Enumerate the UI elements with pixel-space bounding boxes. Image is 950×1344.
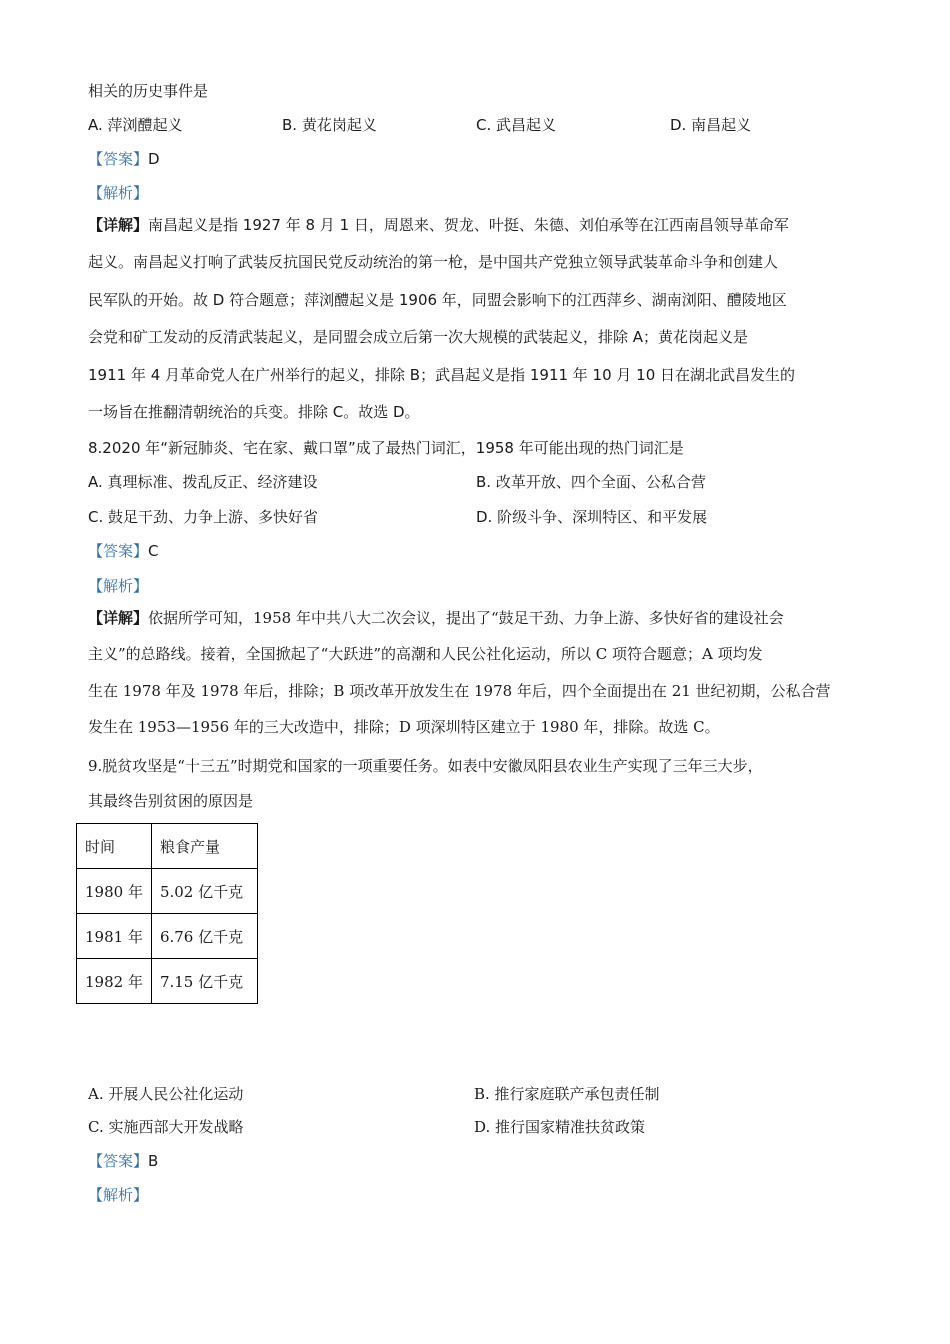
answer-tag: 【答案】 (88, 542, 149, 560)
q8-detail (88, 600, 864, 746)
q7-option-c: C. 武昌起义 (476, 116, 557, 134)
table-header-cell: 时间 (77, 824, 152, 869)
q7-option-b: B. 黄花岗起义 (282, 116, 377, 134)
q8-detail-line: 生在 1978 年及 1978 年后，排除；B 项改革开放发生在 1978 年后，四个全面提出在 21 世纪初期，公私合营 (88, 681, 831, 700)
q9-option-d: D. 推行国家精准扶贫政策 (474, 1118, 646, 1136)
answer-value: D (148, 150, 160, 168)
table-row (77, 869, 258, 914)
q7-detail-line: 一场旨在推翻清朝统治的兵变。排除 C。故选 D。 (88, 403, 420, 422)
answer-value: B (148, 1152, 159, 1170)
detail-tag: 【详解】 (88, 216, 149, 234)
q7-option-d: D. 南昌起义 (670, 116, 752, 134)
q9-analysis-tag: 【解析】 (88, 1186, 149, 1204)
q7-detail-line: 会党和矿工发动的反清武装起义，是同盟会成立后第一次大规模的武装起义，排除 A；黄花岗起义是 (88, 328, 749, 347)
table-cell: 7.15 亿千克 (151, 959, 257, 1004)
grain-output-table (76, 823, 258, 1004)
q9-stem-line: 其最终告别贫困的原因是 (88, 792, 254, 810)
answer-tag: 【答案】 (88, 1152, 149, 1170)
answer-value: C (148, 542, 159, 560)
table-header-row (77, 824, 258, 869)
table-cell: 5.02 亿千克 (151, 869, 257, 914)
q9-option-b: B. 推行家庭联产承包责任制 (474, 1085, 660, 1103)
q7-detail-line: 【详解】南昌起义是指 1927 年 8 月 1 日，周恩来、贺龙、叶挺、朱德、刘伯承等在江西南昌领导革命军 (88, 216, 789, 234)
table-row (77, 959, 258, 1004)
q9-answer (88, 1151, 158, 1171)
table-cell: 1982 年 (77, 959, 152, 1004)
q8-detail-line: 【详解】依据所学可知，1958 年中共八大二次会议，提出了“鼓足干劲、力争上游、多快好省的建设社会 (88, 609, 784, 627)
q8-analysis-tag: 【解析】 (88, 577, 149, 595)
q8-option-b: B. 改革开放、四个全面、公私合营 (476, 473, 706, 491)
q9-option-a: A. 开展人民公社化运动 (88, 1085, 244, 1103)
q8-detail-line: 主义”的总路线。接着，全国掀起了“大跃进”的高潮和人民公社化运动，所以 C 项符合题意；A 项均发 (88, 645, 763, 664)
q8-option-a: A. 真理标准、拨乱反正、经济建设 (88, 473, 318, 491)
q7-analysis-tag: 【解析】 (88, 184, 149, 202)
q8-answer (88, 541, 159, 561)
q9-option-c: C. 实施西部大开发战略 (88, 1118, 244, 1136)
q7-detail (88, 207, 864, 431)
table-cell: 1981 年 (77, 914, 152, 959)
q7-detail-line: 起义。南昌起义打响了武装反抗国民党反动统治的第一枪，是中国共产党独立领导武装革命斗争和创建人 (88, 253, 779, 272)
q8-option-c: C. 鼓足干劲、力争上游、多快好省 (88, 508, 319, 526)
q7-detail-line: 1911 年 4 月革命党人在广州举行的起义，排除 B；武昌起义是指 1911 年 10 月 10 日在湖北武昌发生的 (88, 365, 796, 384)
q8-option-d: D. 阶级斗争、深圳特区、和平发展 (476, 508, 708, 526)
table-header-cell: 粮食产量 (151, 824, 257, 869)
q7-option-a: A. 萍浏醴起义 (88, 116, 183, 134)
table-row (77, 914, 258, 959)
q9-stem-line: 9.脱贫攻坚是“十三五”时期党和国家的一项重要任务。如表中安徽凤阳县农业生产实现了三年三大步， (88, 757, 763, 775)
q7-detail-line: 民军队的开始。故 D 符合题意；萍浏醴起义是 1906 年，同盟会影响下的江西萍乡、湖南浏阳、醴陵地区 (88, 290, 787, 309)
q7-stem-tail: 相关的历史事件是 (88, 82, 209, 100)
q7-answer (88, 149, 160, 169)
detail-tag: 【详解】 (88, 609, 149, 627)
q8-detail-line: 发生在 1953—1956 年的三大改造中，排除；D 项深圳特区建立于 1980 年，排除。故选 C。 (88, 718, 720, 737)
table-cell: 1980 年 (77, 869, 152, 914)
answer-tag: 【答案】 (88, 150, 149, 168)
q8-stem: 8.2020 年“新冠肺炎、宅在家、戴口罩”成了最热门词汇，1958 年可能出现的热门词汇是 (88, 439, 684, 457)
table-cell: 6.76 亿千克 (151, 914, 257, 959)
